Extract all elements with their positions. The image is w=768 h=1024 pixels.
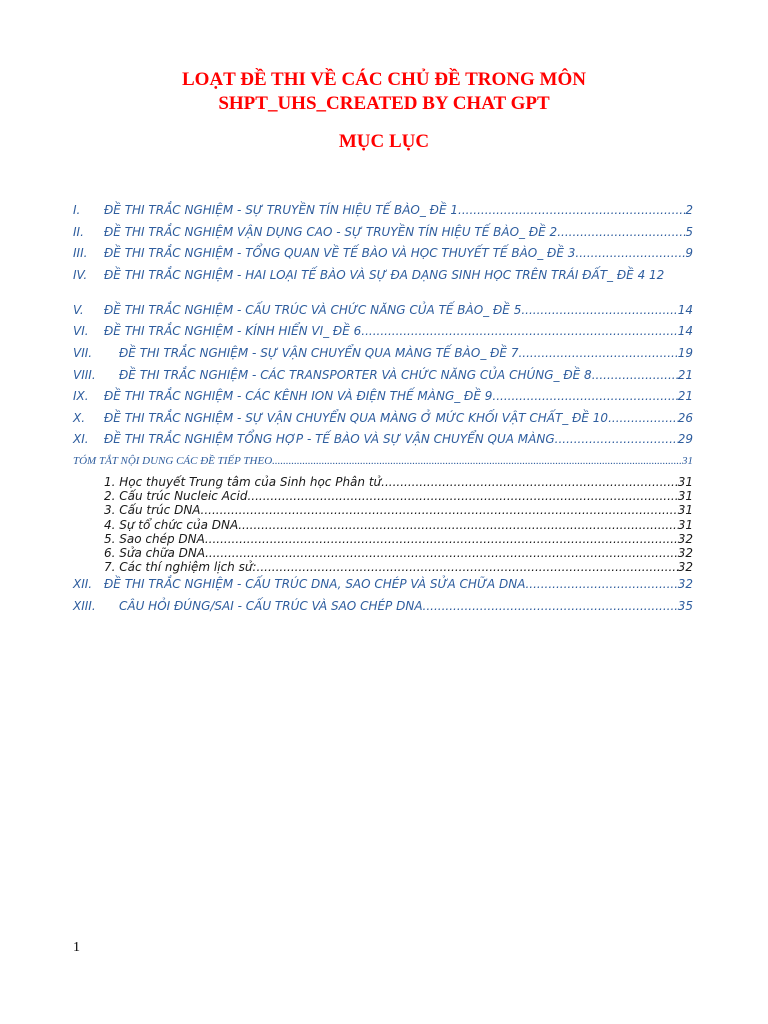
toc-leader-dots	[257, 560, 678, 574]
toc-leader-dots	[201, 503, 678, 517]
toc-leader-dots	[592, 368, 678, 382]
toc-entry-title: 3. Cấu trúc DNA	[104, 503, 201, 518]
toc-leader-dots	[247, 489, 677, 503]
toc-entry-page: 9	[685, 246, 693, 261]
toc-entry-number: VII.	[73, 345, 93, 360]
toc-entry-page: 29	[677, 432, 693, 447]
toc-leader-dots	[608, 411, 678, 425]
document-title-line2: SHPT_UHS_CREATED BY CHAT GPT	[218, 93, 550, 114]
toc-entry[interactable]	[73, 225, 693, 247]
toc-entry-number: IV.	[73, 267, 88, 282]
toc-entry-title: ĐỀ THI TRẮC NGHIỆM - CÁC KÊNH ION VÀ ĐIỆN THẾ MÀNG_ ĐỀ 9	[104, 389, 493, 404]
toc-entry-page: 32	[677, 531, 693, 546]
toc-entry-title: ĐỀ THI TRẮC NGHIỆM VẬN DỤNG CAO - SỰ TRUYỀN TÍN HIỆU TẾ BÀO_ ĐỀ 2	[104, 224, 558, 239]
toc-entry[interactable]	[73, 599, 693, 621]
toc-entry[interactable]	[73, 303, 693, 325]
toc-entry-title: ĐỀ THI TRẮC NGHIỆM - CẤU TRÚC DNA, SAO CHÉP VÀ SỬA CHỮA DNA	[104, 577, 526, 592]
toc-entry-number: XII.	[73, 577, 93, 592]
toc-entry-title: ĐỀ THI TRẮC NGHIỆM - KÍNH HIỂN VI_ ĐỀ 6	[104, 324, 362, 339]
toc-sub-entry[interactable]	[73, 532, 693, 546]
toc-entry[interactable]	[73, 577, 693, 599]
toc-entry-number: V.	[73, 302, 84, 317]
toc-entry-wrapped	[104, 268, 693, 282]
document-title-line1: LOẠT ĐỀ THI VỀ CÁC CHỦ ĐỀ TRONG MÔN	[182, 69, 586, 90]
toc-leader-dots	[492, 389, 677, 403]
toc-entry-page: 31	[677, 489, 693, 504]
toc-sub-entry[interactable]	[73, 489, 693, 503]
toc-sub-entry[interactable]	[73, 518, 693, 532]
toc-entry-title: ĐỀ THI TRẮC NGHIỆM - CẤU TRÚC VÀ CHỨC NĂNG CỦA TẾ BÀO_ ĐỀ 5	[104, 302, 522, 317]
toc-entry-title: ĐỀ THI TRẮC NGHIỆM - SỰ TRUYỀN TÍN HIỆU TẾ BÀO_ ĐỀ 1	[104, 203, 459, 217]
toc-entry-title: ĐỀ THI TRẮC NGHIỆM - CÁC TRANSPORTER VÀ CHỨC NĂNG CỦA CHÚNG_ ĐỀ 8	[119, 367, 592, 382]
toc-entry-page: 35	[677, 598, 693, 613]
toc-entry-page: 19	[677, 345, 693, 360]
toc-leader-dots	[458, 203, 685, 217]
toc-entry[interactable]	[73, 411, 693, 433]
toc-entry-page: 31	[682, 454, 693, 467]
toc-entry-title: 5. Sao chép DNA	[104, 531, 205, 546]
toc-entry-page: 5	[685, 224, 693, 239]
toc-entry-title: ĐỀ THI TRẮC NGHIỆM TỔNG HỢP - TẾ BÀO VÀ SỰ VẬN CHUYỂN QUA MÀNG	[104, 432, 555, 447]
toc-entry-number: II.	[73, 224, 84, 239]
toc-leader-dots	[205, 532, 678, 546]
toc-leader-dots	[555, 432, 678, 446]
toc-entry-title: 4. Sự tổ chức của DNA	[104, 517, 239, 532]
toc-entry-number: I.	[73, 203, 81, 217]
toc-leader-dots	[361, 324, 677, 338]
toc-entry-page: 31	[677, 503, 693, 518]
toc-entry[interactable]	[73, 268, 693, 303]
toc-entry[interactable]	[73, 246, 693, 268]
toc-entry[interactable]	[73, 324, 693, 346]
toc-entry-title: CÂU HỎI ĐÚNG/SAI - CẤU TRÚC VÀ SAO CHÉP DNA	[119, 598, 423, 613]
toc-entry-title: 1. Học thuyết Trung tâm của Sinh học Phân tử	[104, 474, 382, 489]
toc-entry-number: IX.	[73, 389, 89, 404]
toc-entry[interactable]	[73, 346, 693, 368]
toc-leader-dots	[238, 518, 678, 532]
toc-entry-number: VI.	[73, 324, 89, 339]
toc-entry-number: VIII.	[73, 367, 96, 382]
toc-entry-number: XI.	[73, 432, 89, 447]
toc-entry-title: ĐỀ THI TRẮC NGHIỆM - TỔNG QUAN VỀ TẾ BÀO VÀ HỌC THUYẾT TẾ BÀO_ ĐỀ 3	[104, 246, 576, 261]
toc-entry-page: 14	[677, 324, 693, 339]
toc-entry-number: III.	[73, 246, 88, 261]
toc-entry-title: 7. Các thí nghiệm lịch sử:	[104, 560, 257, 575]
toc-entry-page: 31	[677, 517, 693, 532]
toc-leader-dots	[557, 225, 685, 239]
toc-entry-page: 32	[677, 560, 693, 575]
toc-entry-page: 12	[649, 267, 665, 282]
toc-leader-dots	[205, 546, 678, 560]
toc-leader-dots	[381, 475, 678, 489]
toc-entry-title: ĐỀ THI TRẮC NGHIỆM - SỰ VẬN CHUYỂN QUA MÀNG TẾ BÀO_ ĐỀ 7	[119, 345, 519, 360]
toc-leader-dots	[272, 454, 682, 468]
toc-entry-title: TÓM TẮT NỘI DUNG CÁC ĐỀ TIẾP THEO	[73, 454, 273, 467]
toc-entry-title: 2. Cấu trúc Nucleic Acid	[104, 489, 248, 504]
toc-entry-page: 26	[677, 410, 693, 425]
toc-entry-page: 31	[677, 474, 693, 489]
toc-entry-title: ĐỀ THI TRẮC NGHIỆM - SỰ VẬN CHUYỂN QUA MÀNG Ở MỨC KHỐI VẬT CHẤT_ ĐỀ 10	[104, 410, 609, 425]
toc-entry[interactable]	[73, 203, 693, 225]
toc-sub-entry[interactable]	[73, 503, 693, 517]
toc-entry-title: ĐỀ THI TRẮC NGHIỆM - HAI LOẠI TẾ BÀO VÀ SỰ ĐA DẠNG SINH HỌC TRÊN TRÁI ĐẤT_ ĐỀ 4	[104, 267, 646, 282]
toc-sub-entry[interactable]	[73, 475, 693, 489]
toc-entry-page: 21	[677, 367, 693, 382]
toc-leader-dots	[521, 303, 677, 317]
toc-leader-dots	[525, 577, 677, 591]
toc-entry[interactable]	[73, 432, 693, 454]
toc-entry-title: 6. Sửa chữa DNA	[104, 545, 206, 560]
toc-sub-entry[interactable]	[73, 560, 693, 574]
toc-entry[interactable]	[73, 389, 693, 411]
toc-heading: MỤC LỤC	[338, 131, 430, 152]
page-number: 1	[73, 940, 80, 955]
toc-entry-page: 14	[677, 302, 693, 317]
toc-entry[interactable]	[73, 368, 693, 390]
toc-entry-page: 32	[677, 545, 693, 560]
toc-summary-entry[interactable]	[73, 454, 693, 475]
toc-entry-page: 2	[685, 203, 693, 217]
toc-entry-page: 21	[677, 389, 693, 404]
toc-leader-dots	[518, 346, 677, 360]
toc-entry-number: X.	[73, 410, 86, 425]
toc-entry-number: XIII.	[73, 598, 96, 613]
toc-sub-entry[interactable]	[73, 546, 693, 560]
toc-entry-page: 32	[677, 577, 693, 592]
table-of-contents	[73, 203, 693, 620]
toc-leader-dots	[423, 599, 678, 613]
toc-leader-dots	[575, 246, 685, 260]
